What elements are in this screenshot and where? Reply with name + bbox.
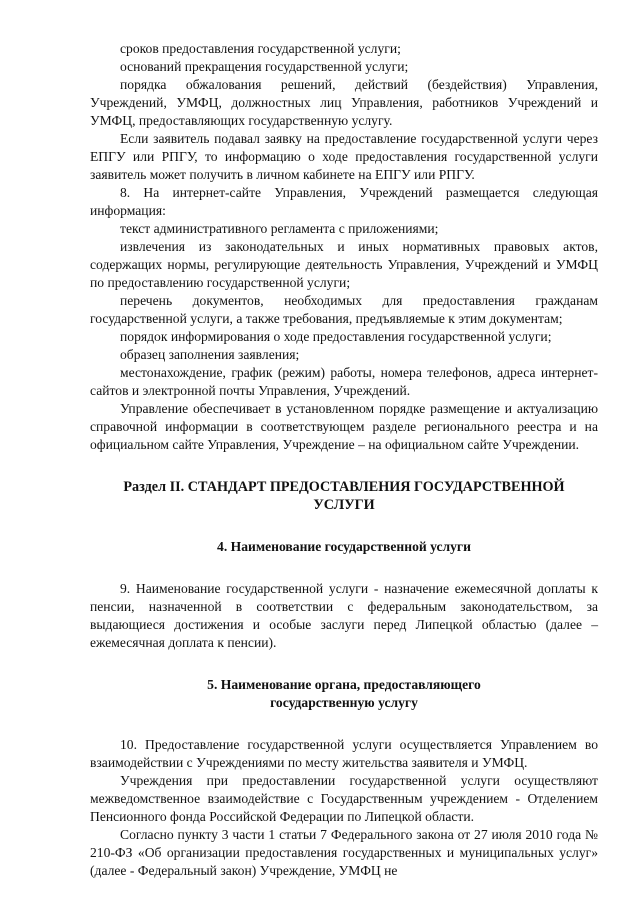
subsection-heading-5-line2: государственную услугу xyxy=(270,695,418,710)
paragraph: порядка обжалования решений, действий (бездействия) Управления, Учреждений, УМФЦ, должностных лиц Управления, работников Учреждений и УМФЦ, предоставляющих государственную услугу. xyxy=(90,77,598,128)
paragraph: местонахождение, график (режим) работы, номера телефонов, адреса интернет-сайтов и электронной почты Управления, Учреждений. xyxy=(90,365,598,398)
paragraph: Если заявитель подавал заявку на предоставление государственной услуги через ЕПГУ или РПГУ, то информацию о ходе предоставления государственной услуги заявитель может получить в личном кабинете на ЕПГУ или РПГУ. xyxy=(90,131,598,182)
paragraph: 10. Предоставление государственной услуги осуществляется Управлением во взаимодействии с Учреждениями по месту жительства заявителя и УМФЦ. xyxy=(90,737,598,770)
paragraph: оснований прекращения государственной услуги; xyxy=(120,59,409,74)
paragraph: перечень документов, необходимых для предоставления гражданам государственной услуги, а также требования, предъявляемые к этим документам; xyxy=(90,293,598,326)
paragraph: порядок информирования о ходе предоставления государственной услуги; xyxy=(120,329,552,344)
paragraph-9: 9. Наименование государственной услуги - назначение ежемесячной доплаты к пенсии, назначенной в соответствии с федеральным законодательством, за выдающиеся достижения и особые заслуги перед Липецкой областью (далее – ежемесячная доплата к пенсии). xyxy=(90,581,598,650)
subsection-heading-5-line1: 5. Наименование органа, предоставляющего xyxy=(207,677,481,692)
bottom-text-block xyxy=(90,736,598,880)
section-heading: Раздел II. СТАНДАРТ ПРЕДОСТАВЛЕНИЯ ГОСУДАРСТВЕННОЙ УСЛУГИ xyxy=(123,479,565,513)
top-text-block xyxy=(90,40,598,454)
paragraph: Управление обеспечивает в установленном порядке размещение и актуализацию справочной информации в соответствующем разделе регионального реестра и на официальном сайте Управления, Учреждение – на официальном сайте Учреждении. xyxy=(90,401,598,452)
paragraph: образец заполнения заявления; xyxy=(120,347,300,362)
paragraph: извлечения из законодательных и иных нормативных правовых актов, содержащих нормы, регулирующие деятельность Управления, Учреждений и УМФЦ по предоставлению государственной услуги; xyxy=(90,239,598,290)
paragraph: сроков предоставления государственной услуги; xyxy=(120,41,401,56)
paragraph: Согласно пункту 3 части 1 статьи 7 Федерального закона от 27 июля 2010 года № 210-ФЗ «Об организации предоставления государственных и муниципальных услуг» (далее - Федеральный закон) Учреждение, УМФЦ не xyxy=(90,827,598,878)
subsection-heading-5 xyxy=(90,676,598,712)
paragraph: 8. На интернет-сайте Управления, Учреждений размещается следующая информация: xyxy=(90,185,598,218)
paragraph: текст административного регламента с приложениями; xyxy=(120,221,439,236)
subsection-heading-4: 4. Наименование государственной услуги xyxy=(217,539,471,554)
paragraph: Учреждения при предоставлении государственной услуги осуществляют межведомственное взаимодействие с Государственным учреждением - Отделением Пенсионного фонда Российской Федерации по Липецкой области. xyxy=(90,773,598,824)
